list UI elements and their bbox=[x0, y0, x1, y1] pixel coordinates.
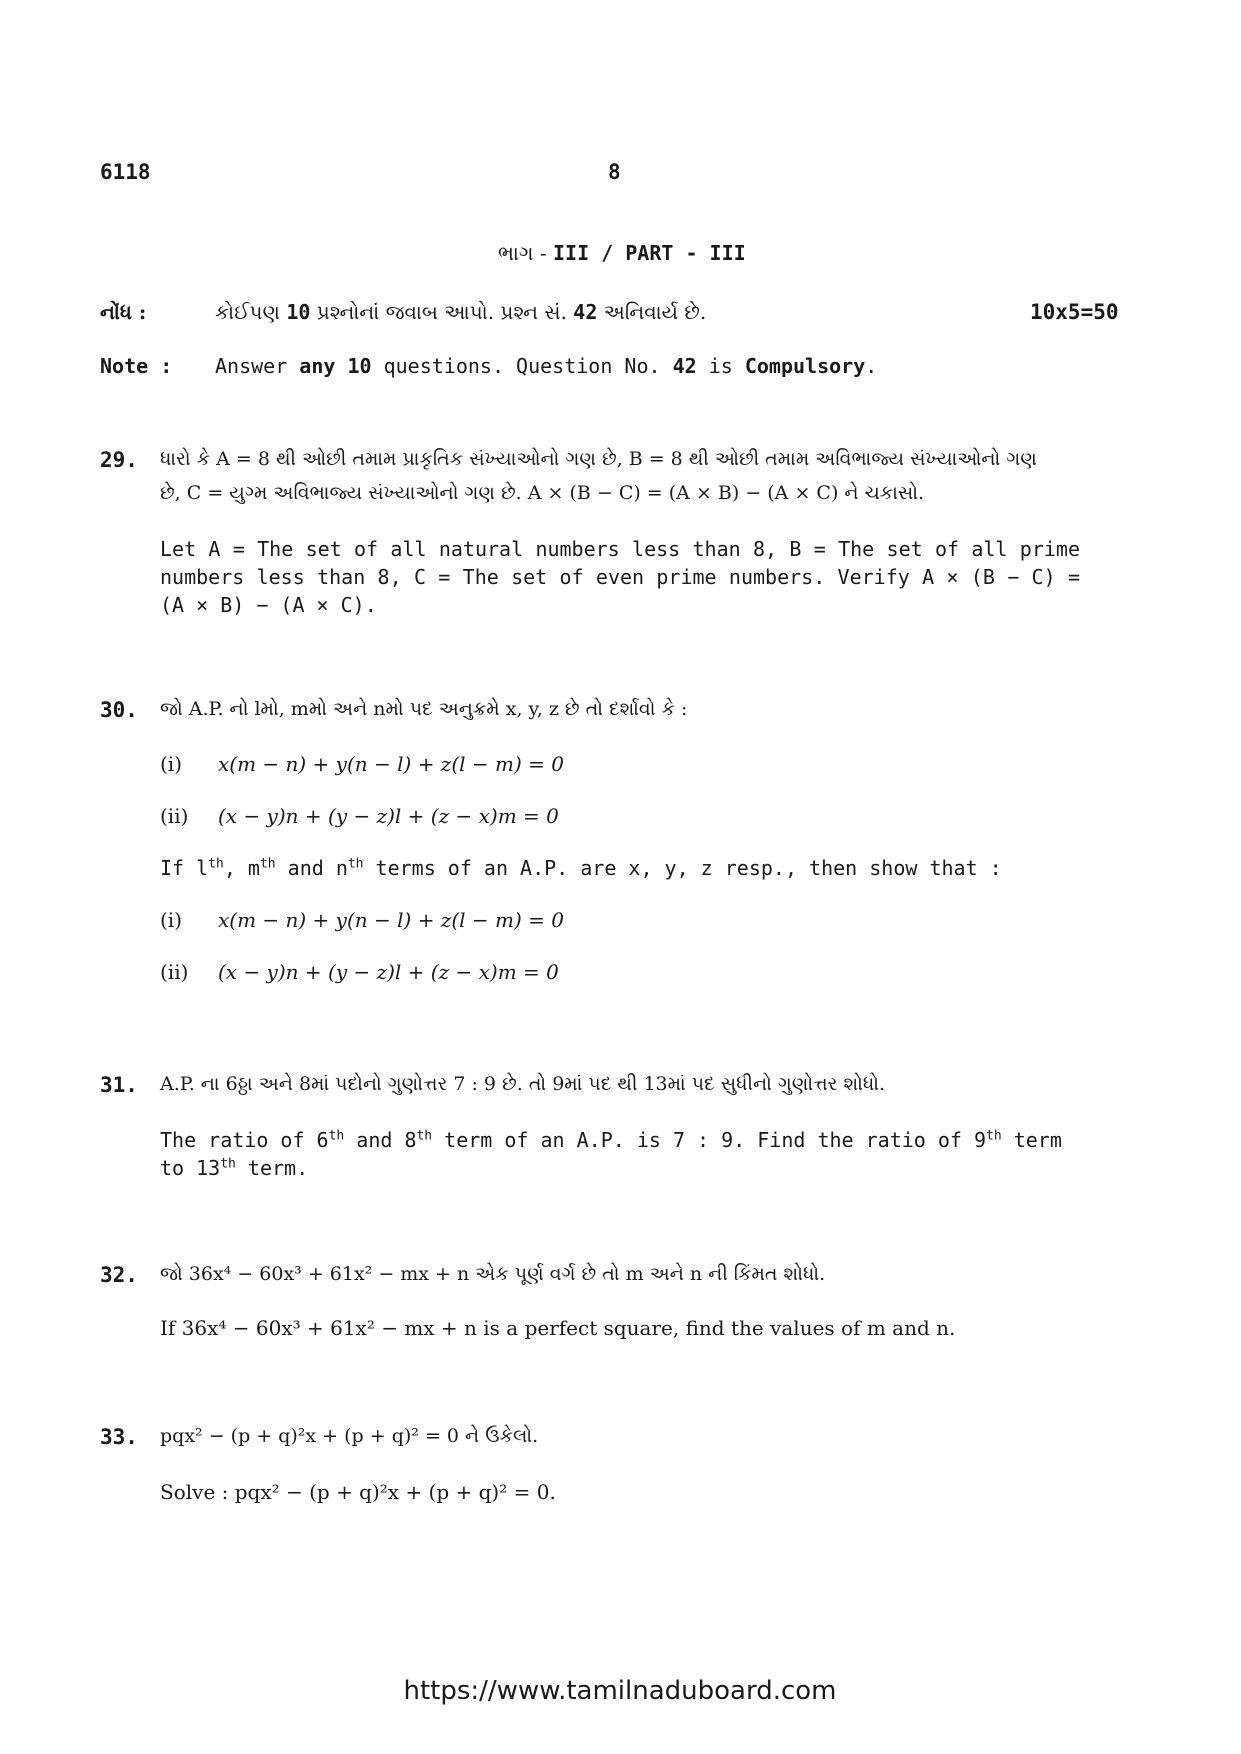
part-title-sep: - bbox=[533, 241, 553, 265]
note-gu-label: નોંધ : bbox=[100, 300, 147, 324]
note-gu-t1: કોઈપણ bbox=[215, 300, 287, 324]
q31-en bbox=[160, 1126, 1080, 1182]
q31-en-p5: term. bbox=[235, 1156, 309, 1180]
q31-en-p2: and 8 bbox=[344, 1128, 417, 1152]
q31-en-p3: term of an A.P. is 7 : 9. Find the ratio of 9 bbox=[432, 1128, 987, 1152]
q30-en-p3: and n bbox=[275, 856, 348, 880]
q29-number: 29. bbox=[100, 448, 138, 472]
q29-en: Let A = The set of all natural numbers less than 8, B = The set of all prime numbers less than 8, C = The set of even prime numbers. Verify A × (B − C) = (A × B) − (A × C). bbox=[160, 537, 1080, 617]
page-number: 8 bbox=[608, 160, 621, 184]
note-en-t4: . bbox=[865, 354, 878, 378]
q30-en-p2: , m bbox=[223, 856, 260, 880]
q33-gu: pqx² − (p + q)²x + (p + q)² = 0 ને ઉકેલો. bbox=[160, 1425, 539, 1447]
q30-i-expr: x(m − n) + y(n − l) + z(l − m) = 0 bbox=[218, 752, 564, 776]
part-title-en: PART - III bbox=[625, 241, 746, 265]
q30-i2-label: (i) bbox=[160, 908, 183, 932]
q31-en-s3: th bbox=[986, 1128, 1002, 1144]
q30-en-p1: If l bbox=[160, 856, 209, 880]
q30-number: 30. bbox=[100, 698, 138, 722]
note-en-t3: is bbox=[696, 354, 745, 378]
q30-ii2-label: (ii) bbox=[160, 960, 189, 984]
note-gu-b2: 42 bbox=[573, 300, 598, 324]
q30-ii-label: (ii) bbox=[160, 804, 189, 828]
q31-en-s4: th bbox=[220, 1156, 236, 1172]
part-title-slash: / bbox=[589, 241, 626, 265]
q31-en-s1: th bbox=[328, 1128, 345, 1144]
q30-i2-expr: x(m − n) + y(n − l) + z(l − m) = 0 bbox=[218, 908, 564, 932]
q30-gu: જો A.P. નો lમો, mમો અને nમો પદ અનુક્રમે x, y, z છે તો દર્શાવો કે : bbox=[160, 698, 688, 720]
note-en-b3: Compulsory bbox=[744, 354, 866, 378]
footer-url[interactable]: https://www.tamilnaduboard.com bbox=[403, 1676, 837, 1706]
q31-number: 31. bbox=[100, 1073, 138, 1097]
q31-gu: A.P. ના 6ઠ્ઠા અને 8માં પદોનો ગુણોત્તર 7 : 9 છે. તો 9માં પદ થી 13માં પદ સુધીનો ગુણોત્તર શોધો. bbox=[160, 1073, 886, 1095]
note-en-t2: questions. Question No. bbox=[371, 354, 673, 378]
note-gu-b1: 10 bbox=[286, 300, 311, 324]
q32-number: 32. bbox=[100, 1263, 138, 1287]
q30-ii2-expr: (x − y)n + (y − z)l + (z − x)m = 0 bbox=[218, 960, 559, 984]
q30-en-p4: terms of an A.P. are x, y, z resp., then show that : bbox=[363, 856, 1002, 880]
part-title-gu: ભાગ bbox=[498, 241, 534, 265]
q30-en-s2: th bbox=[259, 856, 276, 872]
part-title bbox=[498, 241, 746, 265]
q32-gu: જો 36x⁴ − 60x³ + 61x² − mx + n એક પૂર્ણ વર્ગ છે તો m અને n ની કિંમત શોધો. bbox=[160, 1263, 826, 1285]
note-en-text bbox=[215, 354, 877, 378]
note-en-label: Note : bbox=[100, 354, 173, 378]
note-gu-text bbox=[215, 300, 706, 324]
q29-gu-line2: છે, C = યુગ્મ અવિભાજ્ય સંખ્યાઓનો ગણ છે. A × (B − C) = (A × B) − (A × C) ને ચકાસો. bbox=[160, 482, 925, 504]
q31-en-s2: th bbox=[416, 1128, 433, 1144]
note-gu-t2: પ્રશ્નોનાં જવાબ આપો. પ્રશ્ન સં. bbox=[310, 300, 574, 324]
q30-ii-expr: (x − y)n + (y − z)l + (z − x)m = 0 bbox=[218, 804, 559, 828]
note-en-t1: Answer bbox=[215, 354, 300, 378]
q31-en-p1: The ratio of 6 bbox=[160, 1128, 329, 1152]
paper-code: 6118 bbox=[100, 160, 151, 184]
q30-en-s3: th bbox=[347, 856, 364, 872]
q30-en-s1: th bbox=[208, 856, 224, 872]
q30-en bbox=[160, 856, 1002, 880]
q33-en: Solve : pqx² − (p + q)²x + (p + q)² = 0. bbox=[160, 1480, 556, 1504]
q31-en-p4: term to 13 bbox=[160, 1128, 1062, 1180]
q29-gu-line1: ધારો કે A = 8 થી ઓછી તમામ પ્રાકૃતિક સંખ્યાઓનો ગણ છે, B = 8 થી ઓછી તમામ અવિભાજ્ય સંખ્યાઓનો ગણ bbox=[160, 448, 1037, 470]
note-en-b1: any 10 bbox=[299, 354, 372, 378]
q30-i-label: (i) bbox=[160, 752, 183, 776]
q32-en: If 36x⁴ − 60x³ + 61x² − mx + n is a perfect square, find the values of m and n. bbox=[160, 1316, 956, 1340]
note-marks: 10x5=50 bbox=[1030, 300, 1119, 324]
q33-number: 33. bbox=[100, 1425, 138, 1449]
note-en-b2: 42 bbox=[672, 354, 697, 378]
note-gu-t3: અનિવાર્ય છે. bbox=[597, 300, 707, 324]
part-title-roman: III bbox=[552, 241, 590, 265]
